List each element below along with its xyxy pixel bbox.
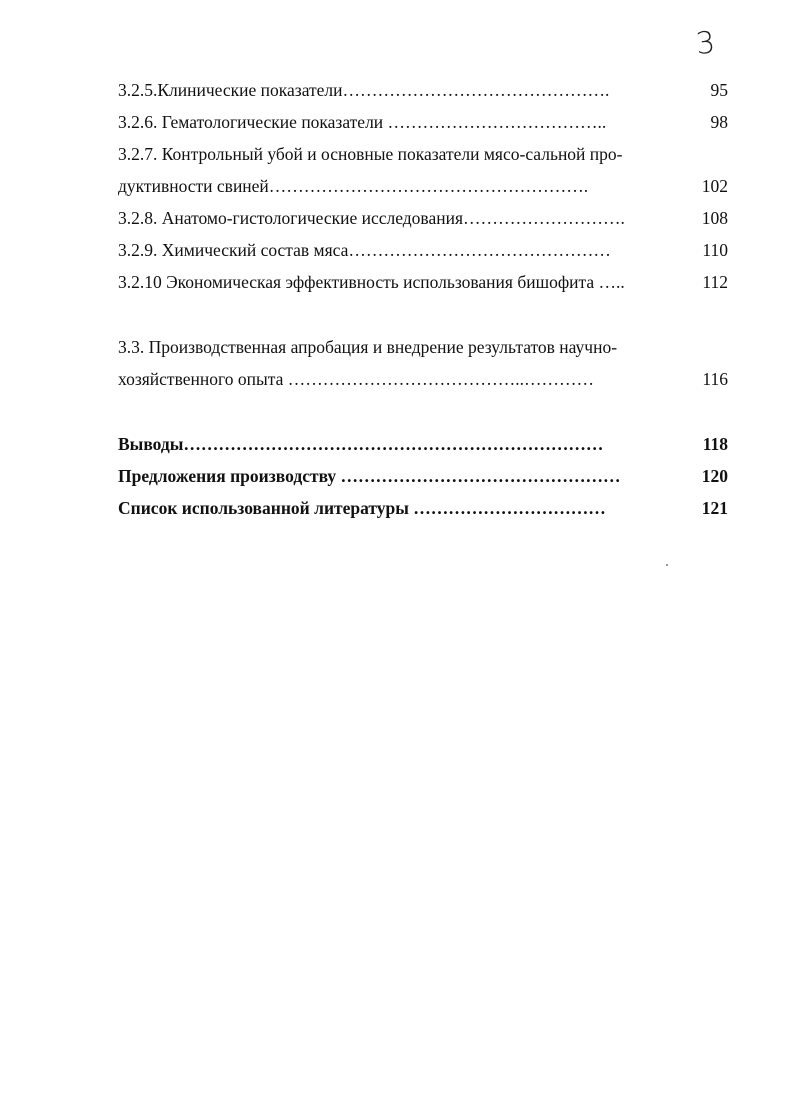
toc-item-3-2-6 <box>118 106 728 138</box>
toc-item-3-3-line2 <box>118 363 728 395</box>
toc-item-page: 120 <box>701 466 728 486</box>
toc-item-page: 102 <box>701 176 728 196</box>
toc-item-text: дуктивности свиней………………………………………………. <box>118 176 589 196</box>
toc-item-proposals <box>118 460 728 492</box>
toc-item-text: 3.2.9. Химический состав мяса……………………………………… <box>118 240 611 260</box>
toc-item-text: 3.2.5.Клинические показатели………………………………………. <box>118 80 610 100</box>
toc-item-3-2-5 <box>118 74 728 106</box>
toc-item-text: хозяйственного опыта …………………………………..………… <box>118 369 594 389</box>
handwritten-page-number: 3 <box>694 25 717 62</box>
section-spacer <box>118 395 728 428</box>
table-of-contents <box>118 74 728 524</box>
toc-item-page: 108 <box>701 208 728 228</box>
toc-item-3-2-10 <box>118 266 728 298</box>
toc-item-page: 121 <box>701 498 728 518</box>
toc-item-3-2-8 <box>118 202 728 234</box>
scan-speck <box>666 564 668 566</box>
toc-item-page: 110 <box>702 240 728 260</box>
toc-item-conclusions <box>118 428 728 460</box>
toc-item-page: 118 <box>702 434 728 454</box>
toc-item-text: Список использованной литературы …………………………… <box>118 498 606 518</box>
toc-item-page: 112 <box>702 272 728 292</box>
toc-item-text: Выводы……………………………………………………………… <box>118 434 604 454</box>
section-spacer <box>118 298 728 331</box>
toc-item-text: 3.2.7. Контрольный убой и основные показатели мясо-сальной про- <box>118 144 623 164</box>
toc-item-3-2-7-line2 <box>118 170 728 202</box>
toc-item-3-2-9 <box>118 234 728 266</box>
toc-item-text: 3.2.6. Гематологические показатели ……………………………….. <box>118 112 607 132</box>
toc-item-text: Предложения производству ………………………………………… <box>118 466 621 486</box>
toc-item-page: 98 <box>710 112 728 132</box>
toc-item-text: 3.2.8. Анатомо-гистологические исследования………………………. <box>118 208 625 228</box>
toc-item-text: 3.2.10 Экономическая эффективность использования бишофита ….. <box>118 272 625 292</box>
toc-item-3-2-7-line1 <box>118 138 728 170</box>
toc-item-3-3-line1 <box>118 331 728 363</box>
toc-item-text: 3.3. Производственная апробация и внедрение результатов научно- <box>118 337 618 357</box>
toc-item-references <box>118 492 728 524</box>
toc-item-page: 95 <box>710 80 728 100</box>
toc-item-page: 116 <box>702 369 728 389</box>
